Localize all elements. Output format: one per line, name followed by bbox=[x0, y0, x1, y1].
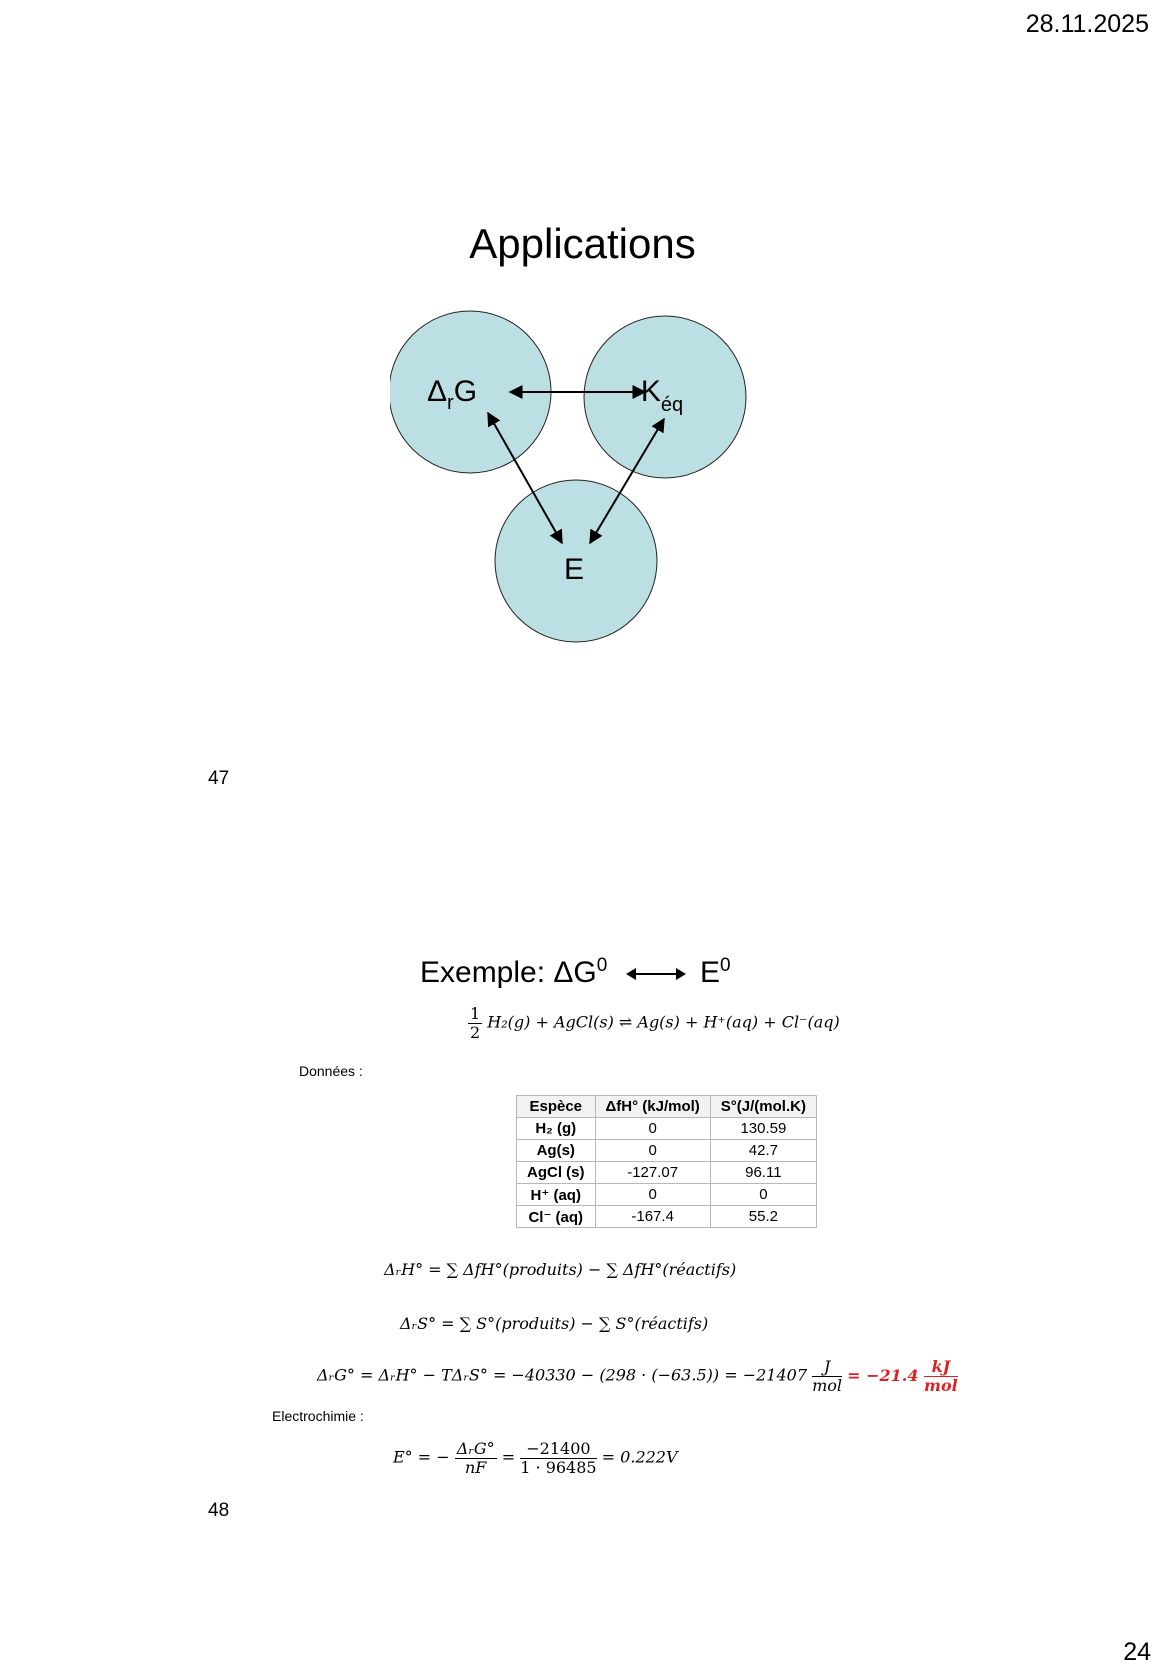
node-e-label: E bbox=[563, 553, 585, 586]
table-cell: H⁺ (aq) bbox=[517, 1184, 596, 1206]
column-header: ΔfH° (kJ/mol) bbox=[595, 1096, 710, 1118]
title-right-superscript: 0 bbox=[720, 955, 731, 976]
gibbs-result-value: = −21.4 bbox=[847, 1365, 919, 1385]
table-cell: 0 bbox=[595, 1140, 710, 1162]
potential-frac-2 bbox=[520, 1440, 596, 1476]
r-subscript: r bbox=[447, 392, 454, 414]
table-cell: H₂ (g) bbox=[517, 1118, 596, 1140]
header-date: 28.11.2025 bbox=[1025, 10, 1149, 38]
table-row bbox=[517, 1184, 817, 1206]
table-row bbox=[517, 1206, 817, 1228]
half-den: 2 bbox=[470, 1022, 481, 1042]
table-cell: 55.2 bbox=[710, 1206, 816, 1228]
slide-48-number: 48 bbox=[208, 1500, 230, 1521]
node-e bbox=[495, 480, 657, 642]
potential-frac-2-num: −21400 bbox=[520, 1440, 596, 1459]
table-row bbox=[517, 1162, 817, 1184]
gibbs-unit bbox=[812, 1358, 842, 1394]
potential-frac-1-den: nF bbox=[465, 1457, 487, 1477]
gibbs-unit-den: mol bbox=[812, 1375, 843, 1395]
table-header-row bbox=[517, 1096, 817, 1118]
gibbs-unit-num: J bbox=[812, 1358, 842, 1377]
gibbs-equation bbox=[317, 1358, 958, 1394]
table-cell: 0 bbox=[710, 1184, 816, 1206]
donnees-label: Données : bbox=[299, 1063, 363, 1079]
page-number: 24 bbox=[1123, 1638, 1151, 1666]
node-k-eq bbox=[584, 316, 746, 478]
gibbs-result-unit-den: mol bbox=[924, 1375, 958, 1395]
table-cell: Cl⁻ (aq) bbox=[517, 1206, 596, 1228]
title-superscript: 0 bbox=[596, 955, 608, 976]
table-cell: 0 bbox=[595, 1118, 710, 1140]
table-row bbox=[517, 1118, 817, 1140]
thermo-data-table bbox=[516, 1095, 817, 1228]
gibbs-result bbox=[847, 1357, 958, 1395]
potential-frac-1-num: ΔᵣG° bbox=[456, 1439, 495, 1458]
column-header: Espèce bbox=[517, 1096, 596, 1118]
title-prefix: Exemple: ΔG bbox=[420, 956, 597, 989]
column-header: S°(J/(mol.K) bbox=[710, 1096, 816, 1118]
k-letter: K bbox=[640, 375, 661, 408]
potential-rhs: = 0.222V bbox=[601, 1447, 678, 1467]
entropy-equation: ΔᵣS° = ∑ S°(produits) − ∑ S°(réactifs) bbox=[400, 1314, 709, 1333]
g-letter: G bbox=[453, 375, 478, 408]
reaction-equation bbox=[468, 1005, 840, 1041]
title-right: E bbox=[700, 956, 721, 989]
table-cell: -127.07 bbox=[595, 1162, 710, 1184]
gibbs-main: ΔᵣG° = ΔᵣH° − TΔᵣS° = −40330 − (298 · (−63.5)) = −21407 bbox=[317, 1365, 807, 1385]
table-row bbox=[517, 1140, 817, 1162]
enthalpy-equation: ΔᵣH° = ∑ ΔfH°(produits) − ∑ ΔfH°(réactifs) bbox=[384, 1260, 737, 1279]
delta-symbol: Δ bbox=[426, 375, 448, 408]
table-cell: 0 bbox=[595, 1184, 710, 1206]
half-num: 1 bbox=[470, 1004, 481, 1023]
table-cell: -167.4 bbox=[595, 1206, 710, 1228]
gibbs-result-unit-num: kJ bbox=[924, 1358, 958, 1377]
slide-47-number: 47 bbox=[208, 768, 230, 789]
potential-frac-1 bbox=[455, 1440, 497, 1476]
table-cell: Ag(s) bbox=[517, 1140, 596, 1162]
table-cell: AgCl (s) bbox=[517, 1162, 596, 1184]
potential-equals: = bbox=[501, 1447, 516, 1467]
table-cell: 96.11 bbox=[710, 1162, 816, 1184]
half-fraction bbox=[468, 1005, 482, 1041]
electrochimie-label: Electrochimie : bbox=[272, 1408, 364, 1424]
potential-equation bbox=[393, 1440, 678, 1476]
table-cell: 42.7 bbox=[710, 1140, 816, 1162]
slide-47-title: Applications bbox=[469, 220, 696, 267]
potential-lhs: E° = − bbox=[393, 1447, 450, 1467]
table-cell: 130.59 bbox=[710, 1118, 816, 1140]
double-arrow-icon bbox=[626, 966, 686, 982]
slide-48-title bbox=[420, 955, 731, 990]
gibbs-result-unit bbox=[924, 1358, 958, 1394]
thermo-relation-diagram bbox=[390, 300, 770, 660]
eq-subscript: éq bbox=[660, 394, 684, 416]
potential-frac-2-den: 1 · 96485 bbox=[520, 1457, 597, 1477]
reaction-text: H₂(g) + AgCl(s) ⇌ Ag(s) + H⁺(aq) + Cl⁻(aq) bbox=[487, 1012, 840, 1032]
